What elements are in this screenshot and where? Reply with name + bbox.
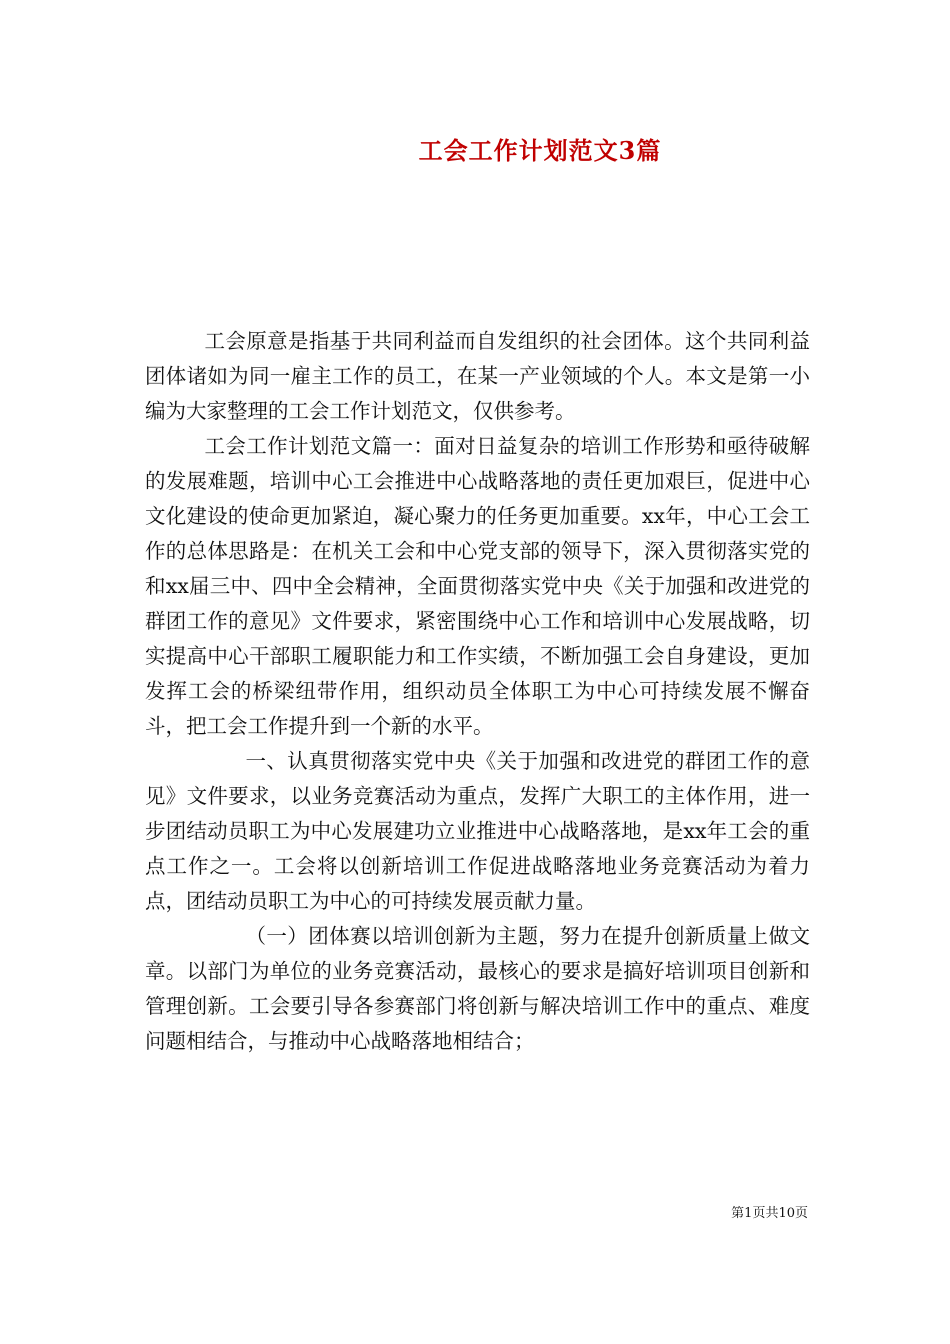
document-title: 工会工作计划范文3篇: [418, 136, 662, 165]
section-one-paragraph: 一、认真贯彻落实党中央《关于加强和改进党的群团工作的意见》文件要求，以业务竞赛活动为重点，发挥广大职工的主体作用，进一步团结动员职工为中心发展建功立业推进中心战略落地，是xx年工会的重点工作之一。工会将以创新培训工作促进战略落地业务竞赛活动为着力点，团结动员职工为中心的可持续发展贡献力量。: [145, 749, 810, 913]
plan-one-paragraph: 工会工作计划范文篇一：面对日益复杂的培训工作形势和亟待破解的发展难题，培训中心工会推进中心战略落地的责任更加艰巨，促进中心文化建设的使命更加紧迫，凝心聚力的任务更加重要。xx年，中心工会工作的总体思路是：在机关工会和中心党支部的领导下，深入贯彻落实党的和xx届三中、四中全会精神，全面贯彻落实党中央《关于加强和改进党的群团工作的意见》文件要求，紧密围绕中心工作和培训中心发展战略，切实提高中心干部职工履职能力和工作实绩，不断加强工会自身建设，更加发挥工会的桥梁纽带作用，组织动员全体职工为中心可持续发展不懈奋斗，把工会工作提升到一个新的水平。: [145, 434, 810, 738]
document-body: [145, 324, 810, 1059]
intro-paragraph: 工会原意是指基于共同利益而自发组织的社会团体。这个共同利益团体诸如为同一雇主工作的员工，在某一产业领域的个人。本文是第一小编为大家整理的工会工作计划范文，仅供参考。: [145, 329, 810, 423]
page-number: 第1页共10页: [731, 1206, 808, 1221]
subsection-one-paragraph: （一）团体赛以培训创新为主题，努力在提升创新质量上做文章。以部门为单位的业务竞赛活动，最核心的要求是搞好培训项目创新和管理创新。工会要引导各参赛部门将创新与解决培训工作中的重点、难度问题相结合，与推动中心战略落地相结合；: [145, 924, 810, 1053]
